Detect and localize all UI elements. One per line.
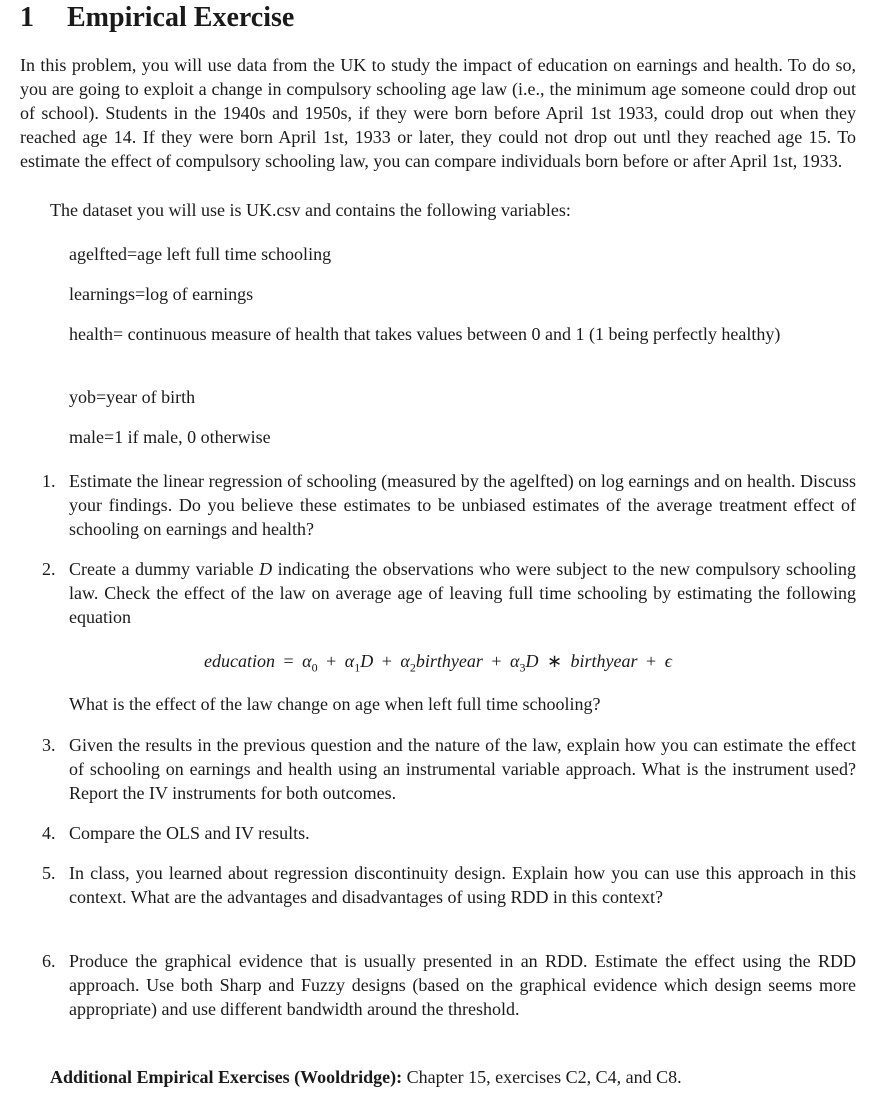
regression-equation xyxy=(20,649,856,680)
question-text-part: Create a dummy variable xyxy=(69,559,254,579)
additional-label: Additional Empirical Exercises (Wooldridge): xyxy=(50,1067,403,1087)
eq-alpha0-sub: 0 xyxy=(311,660,318,675)
eq-plus: + xyxy=(381,651,392,671)
eq-plus: + xyxy=(491,651,502,671)
question-3 xyxy=(20,733,856,805)
eq-equals: = xyxy=(283,651,294,671)
eq-alpha2: α xyxy=(400,651,410,671)
question-4 xyxy=(20,821,856,845)
eq-alpha1: α xyxy=(344,651,355,671)
eq-d: D xyxy=(525,651,539,671)
section-number: 1 xyxy=(20,2,34,33)
section-title: Empirical Exercise xyxy=(67,2,295,33)
eq-alpha3-sub: 3 xyxy=(519,660,526,675)
variable-symbol-d: D xyxy=(259,559,273,579)
question-number: 3. xyxy=(42,735,56,755)
eq-alpha1-sub: 1 xyxy=(354,660,361,675)
question-text-part: indicating the observations who were subject to the new compulsory schooling law. Check the effect of the law on average age of leaving full time schooling by estimating the following equation xyxy=(69,559,856,627)
variable-learnings: learnings=log of earnings xyxy=(69,284,254,304)
eq-lhs: education xyxy=(204,651,276,671)
variable-yob: yob=year of birth xyxy=(69,387,196,407)
additional-text: Chapter 15, exercises C2, C4, and C8. xyxy=(406,1067,682,1087)
question-text xyxy=(69,557,856,629)
question-6 xyxy=(20,949,856,1021)
eq-alpha3: α xyxy=(510,651,520,671)
additional-exercises xyxy=(50,1065,856,1089)
question-2 xyxy=(20,557,856,629)
eq-epsilon: ϵ xyxy=(664,651,672,671)
question-text: Given the results in the previous question and the nature of the law, explain how you can estimate the effect of schooling on earnings and health using an instrumental variable approach. What is the instrument used? Report the IV instruments for both outcomes. xyxy=(69,735,856,803)
question-number: 4. xyxy=(42,823,56,843)
question-1 xyxy=(20,469,856,541)
question-text: Estimate the linear regression of schooling (measured by the agelfted) on log earnings and on health. Discuss your findings. Do you believe these estimates to be unbiased estimates of the average treatment effect of schooling on earnings and health? xyxy=(69,471,856,539)
dataset-sentence: The dataset you will use is UK.csv and contains the following variables: xyxy=(50,200,571,220)
variable-agelfted: agelfted=age left full time schooling xyxy=(69,244,332,264)
eq-times: ∗ xyxy=(546,651,563,671)
question-2-followup: What is the effect of the law change on age when left full time schooling? xyxy=(69,694,601,714)
eq-birthyear: birthyear xyxy=(570,651,638,671)
question-text: Compare the OLS and IV results. xyxy=(69,823,310,843)
eq-plus: + xyxy=(326,651,337,671)
question-number: 1. xyxy=(42,471,56,491)
variable-health: health= continuous measure of health that takes values between 0 and 1 (1 being perfectly healthy) xyxy=(69,324,781,344)
question-number: 5. xyxy=(42,863,56,883)
eq-d: D xyxy=(360,651,374,671)
eq-birthyear: birthyear xyxy=(415,651,483,671)
question-5 xyxy=(20,861,856,909)
eq-alpha0: α xyxy=(302,651,312,671)
eq-plus: + xyxy=(646,651,657,671)
eq-alpha2-sub: 2 xyxy=(409,660,416,675)
question-text: In class, you learned about regression discontinuity design. Explain how you can use this approach in this context. What are the advantages and disadvantages of using RDD in this context? xyxy=(69,863,856,907)
variable-male: male=1 if male, 0 otherwise xyxy=(69,427,271,447)
section-heading xyxy=(20,2,294,34)
question-text: Produce the graphical evidence that is usually presented in an RDD. Estimate the effect using the RDD approach. Use both Sharp and Fuzzy designs (based on the graphical evidence which design seems more appropriate) and use different bandwidth around the threshold. xyxy=(69,951,856,1019)
question-number: 6. xyxy=(42,951,56,971)
question-number: 2. xyxy=(42,559,56,579)
intro-paragraph: In this problem, you will use data from the UK to study the impact of education on earnings and health. To do so, you are going to exploit a change in compulsory schooling age law (i.e., the minimum age someone could drop out of school). Students in the 1940s and 1950s, if they were born before April 1st 1933, could drop out when they reached age 14. If they were born April 1st, 1933 or later, they could not drop out untl they reached age 15. To estimate the effect of compulsory schooling law, you can compare individuals born before or after April 1st, 1933. xyxy=(20,55,856,171)
